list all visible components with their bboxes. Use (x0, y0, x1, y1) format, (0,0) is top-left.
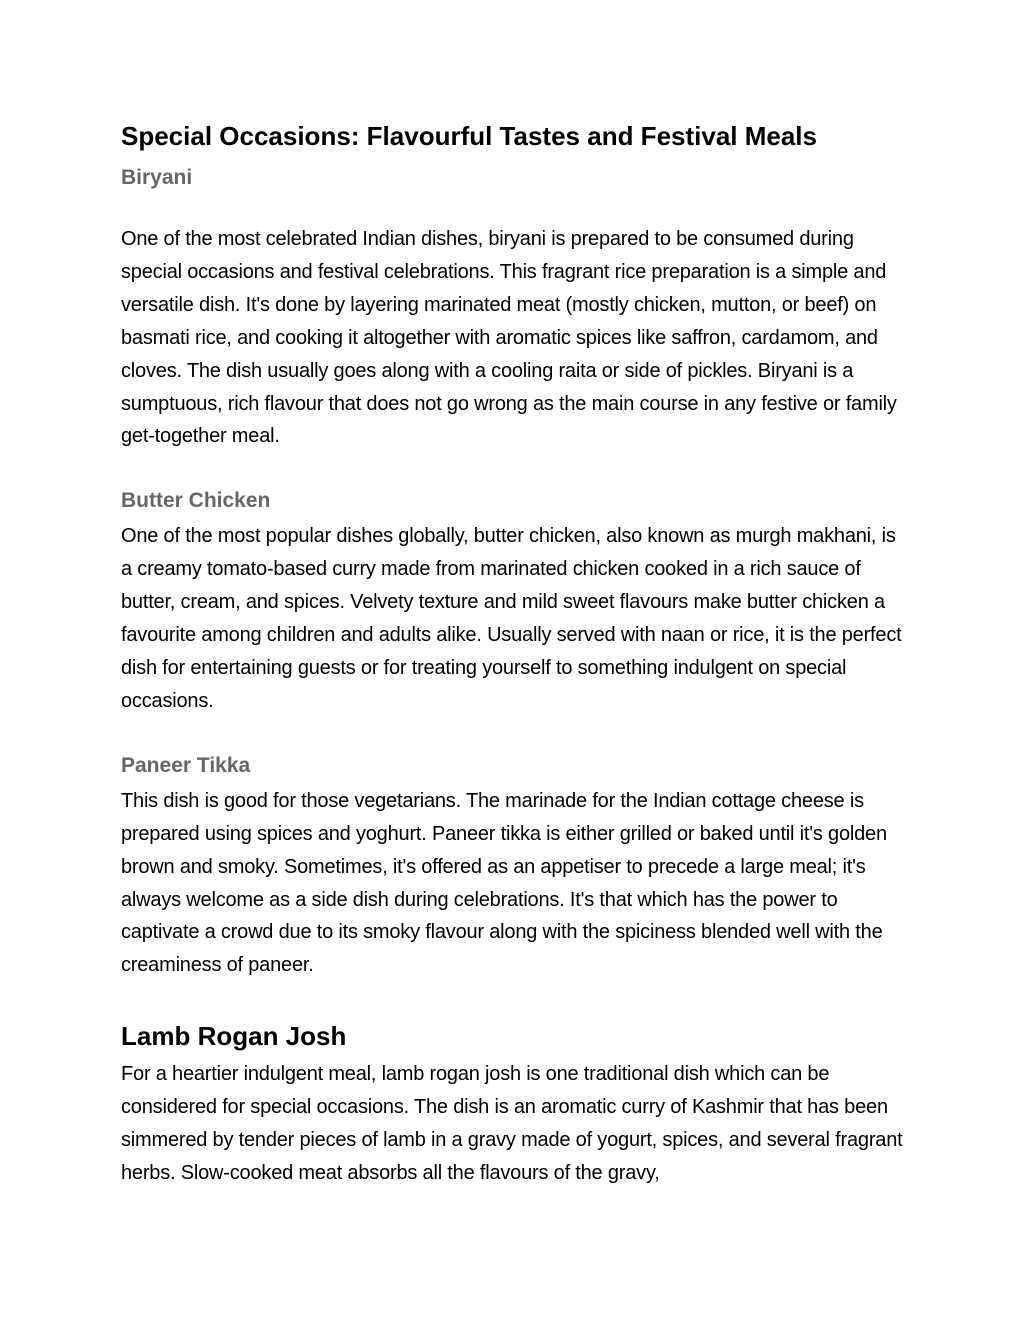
heading-paneer-tikka: Paneer Tikka (121, 753, 251, 777)
document-title: Special Occasions: Flavourful Tastes and Festival Meals (121, 121, 817, 151)
heading-biryani: Biryani (121, 166, 193, 189)
paragraph-lamb-rogan-josh: For a heartier indulgent meal, lamb rogan josh is one traditional dish which can be considered for special occasions. The dish is an aromatic curry of Kashmir that has been simmered by tender pieces of lamb in a gravy made of yogurt, spices, and several fragrant herbs. Slow-cooked meat absorbs all the flavours of the gravy, (121, 1063, 903, 1184)
paragraph-butter-chicken: One of the most popular dishes globally, butter chicken, also known as murgh makhani, is a creamy tomato-based curry made from marinated chicken cooked in a rich sauce of butter, cream, and spices. Velvety texture and mild sweet flavours make butter chicken a favourite among children and adults alike. Usually served with naan or rice, it is the perfect dish for entertaining guests or for treating yourself to something indulgent on special occasions. (121, 525, 902, 712)
paragraph-biryani: One of the most celebrated Indian dishes, biryani is prepared to be consumed during special occasions and festival celebrations. This fragrant rice preparation is a simple and versatile dish. It's done by layering marinated meat (mostly chicken, mutton, or beef) on basmati rice, and cooking it altogether with aromatic spices like saffron, cardamom, and cloves. The dish usually goes along with a cooling raita or side of pickles. Biryani is a sumptuous, rich flavour that does not go wrong as the main course in any festive or family get-together meal. (121, 228, 897, 448)
heading-butter-chicken: Butter Chicken (121, 489, 271, 513)
heading-lamb-rogan-josh: Lamb Rogan Josh (121, 1021, 347, 1052)
document-page (121, 118, 911, 1190)
paragraph-paneer-tikka: This dish is good for those vegetarians. The marinade for the Indian cottage cheese is prepared using spices and yoghurt. Paneer tikka is either grilled or baked until it's golden brown and smoky. Sometimes, it's offered as an appetiser to precede a large meal; it's always welcome as a side dish during celebrations. It's that which has the power to captivate a crowd due to its smoky flavour along with the spiciness blended well with the creaminess of paneer. (121, 789, 887, 977)
